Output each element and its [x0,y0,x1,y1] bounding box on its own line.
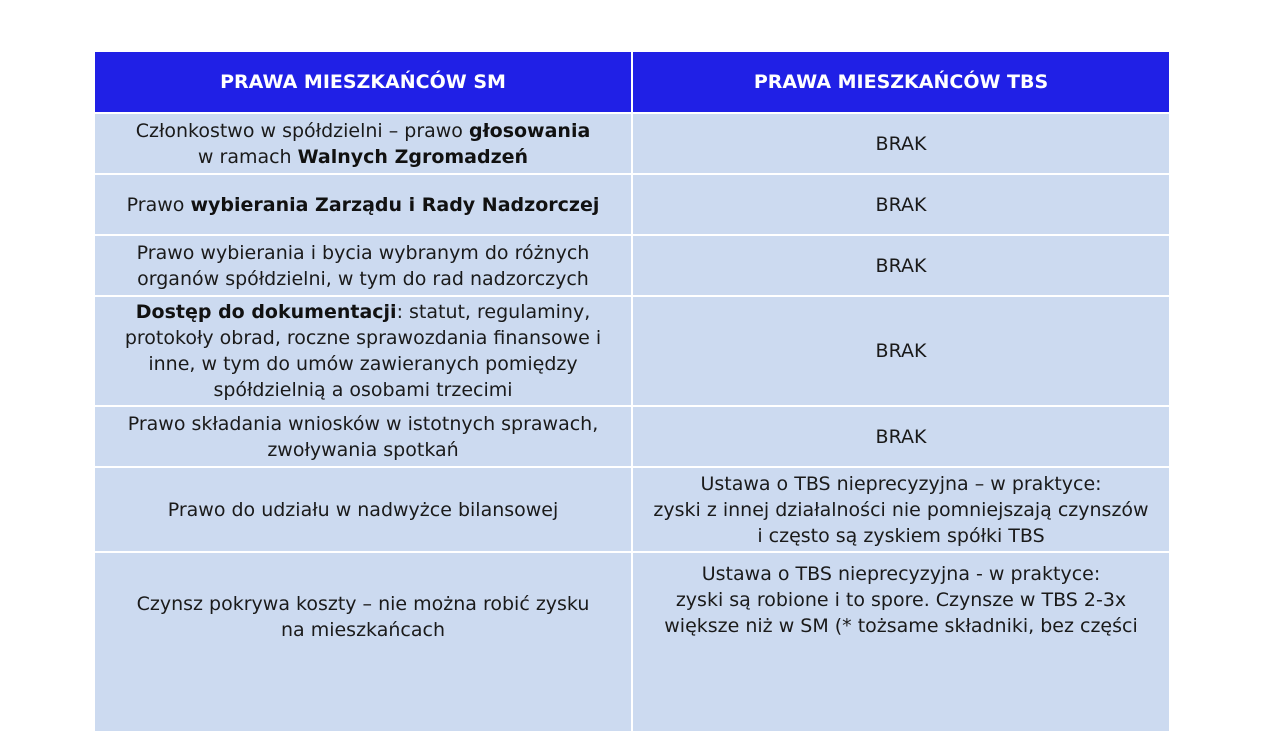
cell-text: na mieszkańcach [280,619,445,641]
cell-tbs [632,552,1169,732]
rights-comparison-table [95,52,1169,733]
cell-text: : statut, regulaminy, [396,301,591,323]
cell-text-bold: Dostęp do dokumentacji [135,301,397,323]
table-row [95,467,1169,552]
cell-text: zyski są robione i to spore. Czynsze w TBS 2-3x [675,589,1127,611]
table-row [95,296,1169,406]
cell-tbs: BRAK [632,296,1169,406]
cell-sm [95,235,632,296]
cell-text: protokoły obrad, roczne sprawozdania finansowe i [124,327,602,349]
cell-text: zyski z innej działalności nie pomniejszają czynszów [653,498,1149,521]
table-header-row [95,52,1169,113]
cell-text-bold: głosowania [468,119,591,142]
cell-text: Prawo [126,193,191,216]
cell-text: Ustawa o TBS nieprecyzyjna - w praktyce: [701,563,1101,585]
cell-tbs: BRAK [632,235,1169,296]
cell-text: Członkostwo w spółdzielni – prawo [135,119,469,142]
cell-text: Prawo składania wniosków w istotnych sprawach, [127,412,599,435]
rights-comparison-table-wrap [95,52,1169,733]
cell-text: Ustawa o TBS nieprecyzyjna – w praktyce: [700,472,1102,495]
cell-tbs: BRAK [632,174,1169,235]
table-row [95,174,1169,235]
cell-text: spółdzielnią a osobami trzecimi [213,379,513,401]
cell-text: zwoływania spotkań [267,438,459,461]
cell-tbs: BRAK [632,113,1169,174]
cell-sm [95,113,632,174]
table-row [95,235,1169,296]
cell-text: inne, w tym do umów zawieranych pomiędzy [148,353,578,375]
cell-text: Prawo wybierania i bycia wybranym do różnych [136,241,590,264]
table-row [95,406,1169,467]
cell-sm [95,174,632,235]
cell-text: w ramach [197,145,298,168]
cell-text: większe niż w SM (* tożsame składniki, bez części [664,615,1138,637]
table-row [95,552,1169,732]
header-tbs: PRAWA MIESZKAŃCÓW TBS [632,52,1169,113]
cell-text-bold: Walnych Zgromadzeń [297,145,529,168]
cell-text: Czynsz pokrywa koszty – nie można robić zysku [136,593,590,615]
cell-sm [95,406,632,467]
cell-text-bold: wybierania Zarządu i Rady Nadzorczej [190,193,600,216]
cell-text: i często są zyskiem spółki TBS [757,524,1045,547]
cell-text: organów spółdzielni, w tym do rad nadzorczych [137,267,589,290]
cell-tbs [632,467,1169,552]
cell-text: Prawo do udziału w nadwyżce bilansowej [167,498,559,521]
cell-tbs: BRAK [632,406,1169,467]
cell-sm [95,552,632,732]
header-sm: PRAWA MIESZKAŃCÓW SM [95,52,632,113]
table-row [95,113,1169,174]
cell-sm [95,296,632,406]
cell-sm [95,467,632,552]
